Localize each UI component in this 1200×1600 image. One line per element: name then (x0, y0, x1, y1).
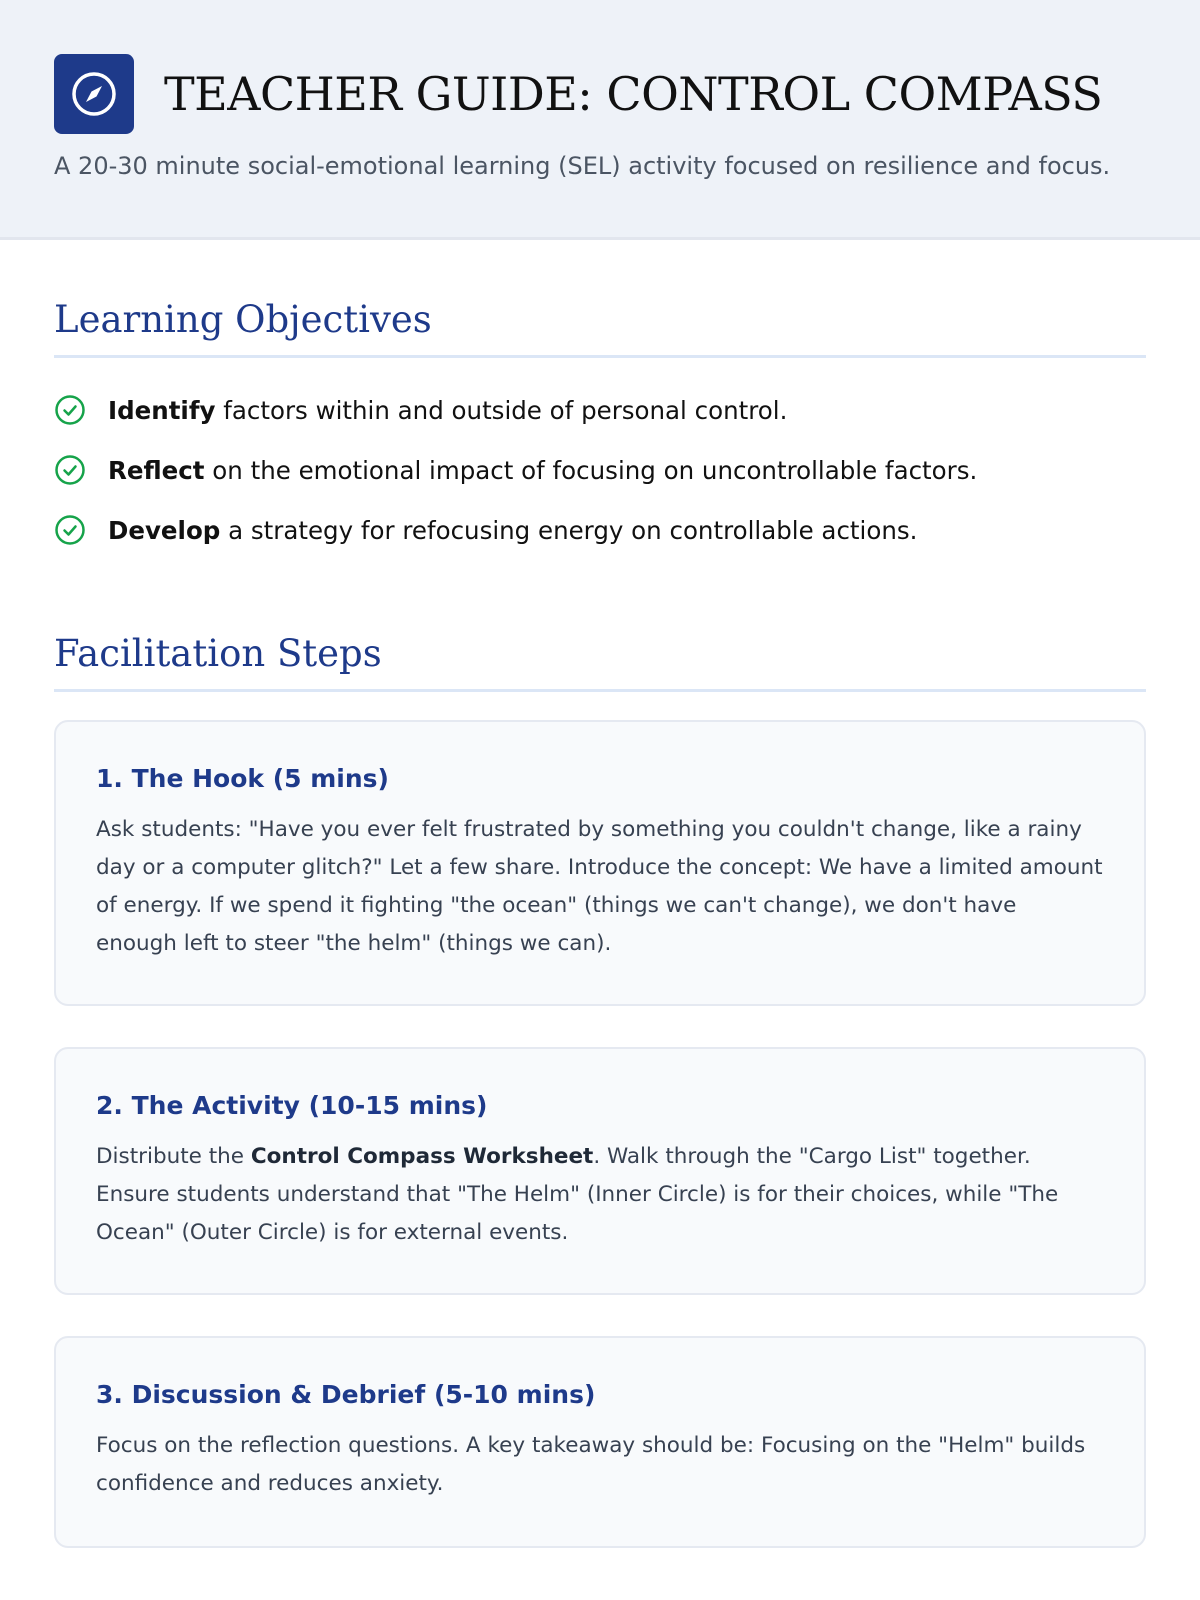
step-card-discussion (54, 1336, 1146, 1548)
step-card-hook (54, 720, 1146, 1006)
objective-keyword: Identify (108, 395, 216, 425)
steps-heading: Facilitation Steps (54, 632, 1146, 692)
step-body: Ask students: "Have you ever felt frustrated by something you couldn't change, like a rainy day or a computer glitch?" Let a few share. Introduce the concept: We have a limited amount of energy. If we spend it fighting "the ocean" (things we can't change), we don't have enough left to steer "the helm" (things we can). (96, 817, 1103, 956)
check-circle-icon (54, 394, 86, 426)
worksheet-name: Control Compass Worksheet (250, 1144, 594, 1169)
objective-keyword: Develop (108, 515, 221, 545)
page-title: TEACHER GUIDE: CONTROL COMPASS (164, 67, 1103, 121)
page-header (0, 0, 1200, 240)
objective-description: factors within and outside of personal control. (215, 395, 788, 425)
main-content (0, 298, 1200, 1548)
objective-item (54, 380, 1146, 440)
step-body-text: Distribute the (96, 1144, 251, 1169)
objective-item (54, 440, 1146, 500)
objective-description: on the emotional impact of focusing on uncontrollable factors. (204, 455, 978, 485)
title-row (54, 54, 1146, 134)
objective-text (108, 456, 977, 485)
step-title: 3. Discussion & Debrief (5-10 mins) (96, 1380, 596, 1409)
step-body: Focus on the reflection questions. A key takeaway should be: Focusing on the "Helm" builds confidence and reduces anxiety. (96, 1433, 1086, 1496)
step-body-text: . Walk through the "Cargo List" together. Ensure students understand that "The Helm" (Inner Circle) is for their choices, while "The Ocean" (Outer Circle) is for external events. (96, 1144, 1059, 1245)
objective-item (54, 500, 1146, 560)
objective-keyword: Reflect (108, 455, 205, 485)
step-card-activity (54, 1047, 1146, 1295)
step-body (96, 1138, 1104, 1252)
step-title: 1. The Hook (5 mins) (96, 764, 389, 793)
check-circle-icon (54, 514, 86, 546)
step-title: 2. The Activity (10-15 mins) (96, 1091, 488, 1120)
objective-description: a strategy for refocusing energy on controllable actions. (220, 515, 918, 545)
objectives-heading: Learning Objectives (54, 298, 1146, 358)
check-circle-icon (54, 454, 86, 486)
objective-text (108, 396, 787, 425)
compass-icon (54, 54, 134, 134)
objective-text (108, 516, 917, 545)
page-subtitle: A 20-30 minute social-emotional learning (SEL) activity focused on resilience and focus. (54, 152, 1111, 180)
objectives-list (54, 380, 1146, 560)
